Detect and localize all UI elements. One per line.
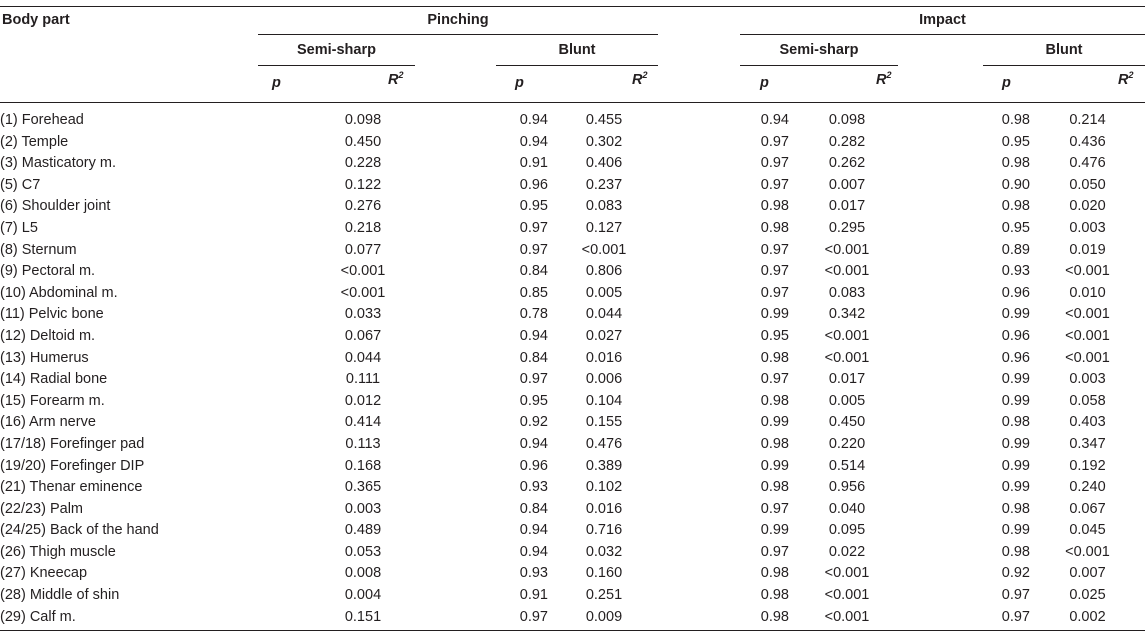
r2-value-cell: 0.94: [760, 112, 789, 128]
spacer-cell: [250, 520, 308, 542]
p-value-cell: 0.017: [828, 371, 866, 388]
header-impact: Impact: [919, 12, 966, 28]
r2-value-cell: 0.95: [1001, 219, 1030, 236]
r2-value-cell: 0.84: [519, 500, 548, 517]
table-row: [0, 132, 1145, 154]
header-p: p: [1002, 75, 1011, 91]
r2-value-cell: 0.97: [760, 133, 789, 150]
header-r2: [632, 72, 648, 88]
header-r-sup: 2: [642, 70, 648, 80]
header-r-letter: R: [1118, 72, 1129, 88]
r2-value-cell: 0.98: [760, 479, 789, 496]
spacer-cell: [250, 326, 308, 348]
p-value-cell: 0.127: [585, 219, 623, 236]
r2-value-cell: 0.97: [519, 219, 548, 236]
p-value-cell: 0.098: [828, 112, 866, 128]
r2-value-cell: 0.97: [760, 543, 789, 560]
header-pinching-blunt: Blunt: [558, 42, 596, 58]
r2-value-cell: 0.95: [1001, 133, 1030, 150]
header-r2: [388, 72, 404, 88]
r2-value-cell: 0.93: [519, 479, 548, 496]
p-value-cell: 0.276: [344, 198, 382, 215]
p-value-cell: 0.956: [828, 479, 866, 496]
p-value-cell: 0.025: [1069, 587, 1106, 604]
r2-value-cell: 0.99: [760, 414, 789, 431]
r2-value-cell: 0.98: [1001, 198, 1030, 215]
r2-value-cell: 0.97: [760, 155, 789, 172]
p-value-cell: 0.004: [344, 587, 382, 604]
table-row: [0, 391, 1145, 413]
header-r-letter: R: [632, 72, 643, 88]
r2-value-cell: 0.97: [760, 371, 789, 388]
p-value-cell: 0.095: [828, 522, 866, 539]
body-part-cell: (15) Forearm m.: [0, 392, 105, 409]
p-value-cell: 0.003: [344, 500, 382, 517]
p-value-cell: 0.406: [585, 155, 623, 172]
p-value-cell: 0.347: [1069, 435, 1106, 452]
p-value-cell: 0.476: [1069, 155, 1106, 172]
impact-blunt-rule: [983, 65, 1145, 66]
p-value-cell: 0.012: [344, 392, 382, 409]
p-value-cell: <0.001: [824, 587, 870, 604]
pinching-semi-sharp-rule: [258, 65, 415, 66]
spacer-cell: [250, 369, 308, 391]
p-value-cell: 0.214: [1069, 112, 1106, 128]
p-value-cell: <0.001: [1065, 306, 1110, 323]
p-value-cell: 0.228: [344, 155, 382, 172]
p-value-cell: 0.007: [1069, 565, 1106, 582]
r2-value-cell: 0.95: [519, 198, 548, 215]
r2-value-cell: 0.90: [1001, 176, 1030, 193]
r2-value-cell: 0.94: [519, 435, 548, 452]
p-value-cell: 0.716: [585, 522, 623, 539]
p-value-cell: 0.016: [585, 500, 623, 517]
p-value-cell: 0.450: [828, 414, 866, 431]
r2-value-cell: 0.96: [1001, 284, 1030, 301]
r2-value-cell: 0.97: [760, 284, 789, 301]
p-value-cell: <0.001: [581, 241, 627, 258]
r2-value-cell: 0.94: [519, 112, 548, 128]
p-value-cell: 0.192: [1069, 457, 1106, 474]
bottom-rule: [0, 630, 1145, 631]
body-part-cell: (7) L5: [0, 219, 38, 236]
table-row: [0, 369, 1145, 391]
r2-value-cell: 0.85: [519, 284, 548, 301]
p-value-cell: 0.806: [585, 263, 623, 280]
r2-value-cell: 0.94: [519, 522, 548, 539]
header-r-sup: 2: [1128, 70, 1134, 80]
body-part-cell: (6) Shoulder joint: [0, 198, 111, 215]
p-value-cell: <0.001: [1065, 327, 1110, 344]
body-part-cell: (19/20) Forefinger DIP: [0, 457, 145, 474]
p-value-cell: 0.009: [585, 608, 623, 625]
table-row: [0, 542, 1145, 564]
body-part-cell: (21) Thenar eminence: [0, 479, 143, 496]
impact-semi-sharp-rule: [740, 65, 898, 66]
spacer-cell: [250, 391, 308, 413]
header-p: p: [760, 75, 769, 91]
p-value-cell: 0.450: [344, 133, 382, 150]
header-r-letter: R: [388, 72, 399, 88]
r2-value-cell: 0.98: [1001, 414, 1030, 431]
p-value-cell: 0.262: [828, 155, 866, 172]
body-part-cell: (27) Kneecap: [0, 565, 88, 582]
p-value-cell: 0.003: [1069, 219, 1106, 236]
body-part-cell: (14) Radial bone: [0, 371, 108, 388]
table-row: [0, 412, 1145, 434]
spacer-cell: [250, 412, 308, 434]
p-value-cell: 0.111: [345, 371, 381, 388]
r2-value-cell: 0.94: [519, 327, 548, 344]
p-value-cell: 0.122: [344, 176, 382, 193]
r2-value-cell: 0.97: [519, 608, 548, 625]
r2-value-cell: 0.97: [760, 241, 789, 258]
header-r-sup: 2: [398, 70, 404, 80]
spacer-cell: [250, 240, 308, 262]
body-part-cell: (12) Deltoid m.: [0, 327, 96, 344]
spacer-cell: [250, 434, 308, 456]
table-row: [0, 196, 1145, 218]
body-part-cell: (16) Arm nerve: [0, 414, 96, 431]
spacer-cell: [250, 456, 308, 478]
p-value-cell: 0.007: [828, 176, 866, 193]
p-value-cell: 0.022: [828, 543, 866, 560]
r2-value-cell: 0.97: [519, 371, 548, 388]
p-value-cell: 0.044: [585, 306, 623, 323]
header-impact-semi-sharp: Semi-sharp: [779, 42, 859, 58]
p-value-cell: 0.302: [585, 133, 623, 150]
p-value-cell: 0.295: [828, 219, 866, 236]
body-part-cell: (22/23) Palm: [0, 500, 84, 517]
p-value-cell: 0.160: [585, 565, 623, 582]
spacer-cell: [250, 499, 308, 521]
spacer-cell: [250, 153, 308, 175]
spacer-cell: [250, 175, 308, 197]
spacer-cell: [250, 585, 308, 607]
r2-value-cell: 0.98: [760, 349, 789, 366]
body-part-cell: (10) Abdominal m.: [0, 284, 118, 301]
r2-value-cell: 0.95: [760, 327, 789, 344]
p-value-cell: <0.001: [824, 608, 870, 625]
r2-value-cell: 0.94: [519, 133, 548, 150]
p-value-cell: 0.168: [344, 457, 382, 474]
p-value-cell: 0.414: [344, 414, 382, 431]
header-r-sup: 2: [886, 70, 892, 80]
p-value-cell: 0.240: [1069, 479, 1106, 496]
r2-value-cell: 0.97: [760, 176, 789, 193]
r2-value-cell: 0.96: [519, 457, 548, 474]
body-part-cell: (9) Pectoral m.: [0, 263, 96, 280]
r2-value-cell: 0.97: [1001, 608, 1030, 625]
p-value-cell: 0.005: [828, 392, 866, 409]
p-value-cell: <0.001: [340, 263, 386, 280]
body-part-cell: (5) C7: [0, 176, 41, 193]
r2-value-cell: 0.98: [1001, 500, 1030, 517]
p-value-cell: 0.027: [585, 327, 623, 344]
p-value-cell: 0.019: [1069, 241, 1106, 258]
r2-value-cell: 0.99: [760, 522, 789, 539]
p-value-cell: 0.006: [585, 371, 623, 388]
r2-value-cell: 0.92: [1001, 565, 1030, 582]
r2-value-cell: 0.84: [519, 349, 548, 366]
table-row: [0, 218, 1145, 240]
p-value-cell: 0.044: [344, 349, 382, 366]
p-value-cell: <0.001: [1065, 349, 1110, 366]
spacer-cell: [250, 477, 308, 499]
p-value-cell: 0.342: [828, 306, 866, 323]
p-value-cell: 0.040: [828, 500, 866, 517]
p-value-cell: 0.003: [1069, 371, 1106, 388]
r2-value-cell: 0.96: [519, 176, 548, 193]
table-row: [0, 175, 1145, 197]
body-part-cell: (24/25) Back of the hand: [0, 522, 159, 539]
r2-value-cell: 0.94: [519, 543, 548, 560]
table-row: [0, 563, 1145, 585]
pinching-rule: [258, 34, 658, 35]
spacer-cell: [250, 542, 308, 564]
r2-value-cell: 0.99: [1001, 457, 1030, 474]
p-value-cell: 0.010: [1069, 284, 1106, 301]
p-value-cell: 0.008: [344, 565, 382, 582]
p-value-cell: 0.251: [585, 587, 623, 604]
p-value-cell: 0.020: [1069, 198, 1106, 215]
r2-value-cell: 0.98: [760, 565, 789, 582]
r2-value-cell: 0.78: [519, 306, 548, 323]
spacer-cell: [250, 196, 308, 218]
spacer-cell: [250, 132, 308, 154]
p-value-cell: <0.001: [1065, 543, 1110, 560]
r2-value-cell: 0.97: [760, 500, 789, 517]
p-value-cell: 0.083: [585, 198, 623, 215]
header-body-part: Body part: [2, 12, 70, 28]
pinching-blunt-rule: [496, 65, 658, 66]
p-value-cell: 0.002: [1069, 608, 1106, 625]
p-value-cell: <0.001: [824, 241, 870, 258]
r2-value-cell: 0.98: [1001, 155, 1030, 172]
r2-value-cell: 0.98: [760, 435, 789, 452]
r2-value-cell: 0.95: [519, 392, 548, 409]
p-value-cell: <0.001: [824, 349, 870, 366]
p-value-cell: 0.237: [585, 176, 623, 193]
body-part-cell: (29) Calf m.: [0, 608, 76, 625]
r2-value-cell: 0.98: [760, 608, 789, 625]
header-pinching: Pinching: [427, 12, 489, 28]
table-row: [0, 110, 1145, 132]
body-part-cell: (26) Thigh muscle: [0, 543, 116, 560]
header-p: p: [515, 75, 524, 91]
r2-value-cell: 0.96: [1001, 327, 1030, 344]
p-value-cell: 0.389: [585, 457, 623, 474]
p-value-cell: 0.098: [344, 112, 382, 128]
spacer-cell: [250, 261, 308, 283]
r2-value-cell: 0.99: [760, 306, 789, 323]
r2-value-cell: 0.99: [1001, 479, 1030, 496]
top-rule: [0, 6, 1145, 7]
spacer-cell: [250, 218, 308, 240]
impact-rule: [740, 34, 1145, 35]
p-value-cell: 0.155: [585, 414, 623, 431]
r2-value-cell: 0.98: [760, 392, 789, 409]
r2-value-cell: 0.97: [1001, 587, 1030, 604]
r2-value-cell: 0.99: [1001, 435, 1030, 452]
table-row: [0, 499, 1145, 521]
r2-value-cell: 0.99: [1001, 522, 1030, 539]
p-value-cell: 0.436: [1069, 133, 1106, 150]
data-table: [0, 110, 1145, 628]
p-value-cell: 0.282: [828, 133, 866, 150]
table-row: [0, 348, 1145, 370]
p-value-cell: <0.001: [1065, 263, 1110, 280]
r2-value-cell: 0.93: [519, 565, 548, 582]
r2-value-cell: 0.97: [760, 263, 789, 280]
header-r2: [876, 72, 892, 88]
p-value-cell: 0.067: [344, 327, 382, 344]
r2-value-cell: 0.98: [1001, 112, 1030, 128]
body-part-cell: (28) Middle of shin: [0, 587, 120, 604]
table-row: [0, 520, 1145, 542]
table-row: [0, 477, 1145, 499]
p-value-cell: 0.032: [585, 543, 623, 560]
p-value-cell: 0.218: [344, 219, 382, 236]
p-value-cell: 0.104: [585, 392, 623, 409]
header-r-letter: R: [876, 72, 887, 88]
header-pinching-semi-sharp: Semi-sharp: [297, 42, 376, 58]
p-value-cell: 0.017: [828, 198, 866, 215]
p-value-cell: 0.077: [344, 241, 382, 258]
r2-value-cell: 0.91: [519, 155, 548, 172]
body-part-cell: (8) Sternum: [0, 241, 77, 258]
table-row: [0, 153, 1145, 175]
p-value-cell: 0.067: [1069, 500, 1106, 517]
p-value-cell: 0.058: [1069, 392, 1106, 409]
r2-value-cell: 0.99: [760, 457, 789, 474]
p-value-cell: 0.005: [585, 284, 623, 301]
r2-value-cell: 0.99: [1001, 306, 1030, 323]
header-bottom-rule: [0, 102, 1145, 103]
p-value-cell: 0.033: [344, 306, 382, 323]
header-p: p: [272, 75, 281, 91]
p-value-cell: 0.083: [828, 284, 866, 301]
p-value-cell: 0.476: [585, 435, 623, 452]
r2-value-cell: 0.91: [519, 587, 548, 604]
r2-value-cell: 0.98: [1001, 543, 1030, 560]
table-row: [0, 283, 1145, 305]
table-row: [0, 304, 1145, 326]
header-r2: [1118, 72, 1134, 88]
r2-value-cell: 0.89: [1001, 241, 1030, 258]
spacer-cell: [250, 607, 308, 629]
p-value-cell: 0.102: [585, 479, 623, 496]
p-value-cell: <0.001: [824, 327, 870, 344]
p-value-cell: 0.045: [1069, 522, 1106, 539]
r2-value-cell: 0.99: [1001, 371, 1030, 388]
spacer-cell: [250, 283, 308, 305]
table-row: [0, 240, 1145, 262]
body-part-cell: (1) Forehead: [0, 112, 84, 128]
p-value-cell: 0.151: [344, 608, 382, 625]
p-value-cell: 0.220: [828, 435, 866, 452]
p-value-cell: 0.403: [1069, 414, 1106, 431]
header-impact-blunt: Blunt: [1045, 42, 1083, 58]
r2-value-cell: 0.96: [1001, 349, 1030, 366]
p-value-cell: 0.016: [585, 349, 623, 366]
p-value-cell: 0.053: [344, 543, 382, 560]
p-value-cell: 0.365: [344, 479, 382, 496]
table-row: [0, 607, 1145, 629]
r2-value-cell: 0.98: [760, 219, 789, 236]
table-row: [0, 261, 1145, 283]
body-part-cell: (17/18) Forefinger pad: [0, 435, 145, 452]
p-value-cell: <0.001: [340, 284, 386, 301]
body-part-cell: (11) Pelvic bone: [0, 306, 104, 323]
body-part-cell: (2) Temple: [0, 133, 69, 150]
r2-value-cell: 0.92: [519, 414, 548, 431]
p-value-cell: <0.001: [824, 263, 870, 280]
table-row: [0, 434, 1145, 456]
table-row: [0, 326, 1145, 348]
p-value-cell: <0.001: [824, 565, 870, 582]
table-row: [0, 585, 1145, 607]
body-part-cell: (13) Humerus: [0, 349, 89, 366]
p-value-cell: 0.489: [344, 522, 382, 539]
spacer-cell: [250, 563, 308, 585]
r2-value-cell: 0.98: [760, 587, 789, 604]
body-part-cell: (3) Masticatory m.: [0, 155, 117, 172]
p-value-cell: 0.050: [1069, 176, 1106, 193]
r2-value-cell: 0.99: [1001, 392, 1030, 409]
r2-value-cell: 0.84: [519, 263, 548, 280]
table-row: [0, 456, 1145, 478]
r2-value-cell: 0.93: [1001, 263, 1030, 280]
spacer-cell: [250, 304, 308, 326]
spacer-cell: [250, 110, 308, 132]
r2-value-cell: 0.98: [760, 198, 789, 215]
p-value-cell: 0.113: [345, 435, 381, 452]
spacer-cell: [250, 348, 308, 370]
r2-value-cell: 0.97: [519, 241, 548, 258]
p-value-cell: 0.514: [828, 457, 866, 474]
p-value-cell: 0.455: [585, 112, 623, 128]
